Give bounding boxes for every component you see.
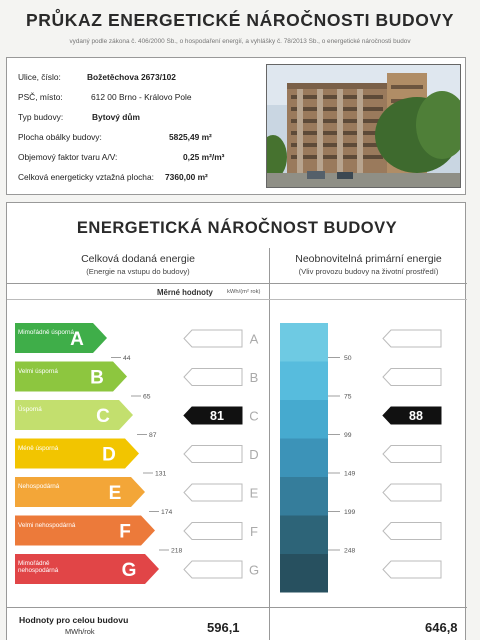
primary-threshold-label: 75	[344, 393, 352, 401]
primary-energy-title: Neobnovitelná primární energie	[295, 253, 442, 265]
primary-class-slot	[383, 330, 441, 347]
energy-performance-panel	[6, 202, 466, 640]
delivered-class-slot	[184, 561, 242, 578]
class-bar-letter: E	[108, 483, 122, 504]
building-type-label: Typ budovy:	[18, 112, 64, 122]
class-bar-letter: A	[70, 329, 84, 350]
class-letter-f: F	[250, 524, 258, 539]
whole-building-label: Hodnoty pro celou budovu	[19, 615, 129, 625]
delivered-threshold-label: 65	[143, 393, 151, 401]
class-bar-f	[15, 516, 155, 546]
building-photo	[266, 64, 461, 188]
primary-scale-segment-b	[280, 362, 328, 401]
primary-class-slot	[383, 523, 441, 540]
delivered-energy-subtitle: (Energie na vstupu do budovy)	[86, 267, 190, 276]
primary-class-slot	[383, 446, 441, 463]
envelope-area-label: Plocha obálky budovy:	[18, 132, 102, 142]
class-letter-d: D	[249, 447, 259, 462]
class-bar-letter: B	[90, 367, 104, 389]
shape-factor-value: 0,25 m²/m³	[183, 152, 225, 162]
address-label: Ulice, číslo:	[18, 72, 61, 82]
address-value: Božetěchova 2673/102	[87, 72, 176, 82]
whole-building-primary-value: 646,8	[425, 620, 458, 635]
primary-scale-segment-d	[280, 439, 328, 478]
class-label-e: Nehospodárná	[18, 483, 60, 490]
class-bar-letter: D	[102, 444, 116, 466]
building-info-panel	[6, 57, 466, 195]
primary-class-slot	[383, 369, 441, 386]
delivered-class-slot	[184, 446, 242, 463]
class-bar-d	[15, 439, 139, 469]
specific-values-label: Měrné hodnoty	[157, 288, 213, 297]
delivered-class-slot	[184, 369, 242, 386]
floor-area-label: Celková energeticky vztažná plocha:	[18, 172, 154, 182]
primary-scale-segment-a	[280, 323, 328, 362]
psc-label: PSČ, místo:	[18, 92, 63, 102]
whole-building-unit: MWh/rok	[65, 627, 95, 636]
divider	[7, 607, 467, 608]
envelope-area-value: 5825,49 m²	[169, 132, 212, 142]
primary-scale-segment-f	[280, 516, 328, 555]
primary-scale-segment-c	[280, 400, 328, 439]
class-label-a: Mimořádně úsporná	[18, 329, 75, 336]
class-letter-e: E	[249, 485, 259, 501]
class-bar-c	[15, 400, 133, 430]
primary-class-slot	[383, 561, 441, 578]
class-label-g: Mimořádně nehospodárná	[18, 560, 59, 574]
class-bar-letter: C	[96, 406, 110, 427]
delivered-class-slot	[184, 484, 242, 501]
class-letter-b: B	[249, 370, 259, 385]
shape-factor-label: Objemový faktor tvaru A/V:	[18, 152, 118, 162]
delivered-threshold-label: 87	[149, 432, 157, 439]
class-bar-letter: F	[119, 521, 131, 543]
certificate-title: PRŮKAZ ENERGETICKÉ NÁROČNOSTI BUDOVY	[25, 10, 454, 30]
class-label-c: Úsporná	[18, 406, 42, 413]
delivered-threshold-label: 218	[171, 547, 183, 555]
floor-area-value: 7360,00 m²	[165, 172, 208, 182]
energy-performance-title: ENERGETICKÁ NÁROČNOST BUDOVY	[76, 219, 398, 237]
class-bar-e	[15, 477, 145, 507]
legal-basis-subtitle: vydaný podle zákona č. 406/2000 Sb., o hospodaření energií, a vyhlášky č. 78/2013 Sb., o energetické náročnosti budov	[69, 38, 411, 45]
class-letter-g: G	[248, 562, 260, 578]
class-letter-a: A	[249, 331, 259, 347]
building-type-value: Bytový dům	[92, 112, 140, 122]
class-label-f: Velmi nehospodárná	[18, 521, 76, 529]
class-bar-b	[15, 362, 127, 392]
delivered-energy-title: Celková dodaná energie	[81, 253, 195, 265]
whole-building-delivered-value: 596,1	[207, 620, 240, 635]
primary-threshold-label: 50	[344, 355, 352, 362]
delivered-energy-header	[7, 253, 269, 276]
divider	[7, 283, 467, 284]
primary-energy-value: 88	[409, 409, 423, 423]
primary-class-slot	[383, 484, 441, 501]
delivered-energy-value: 81	[210, 409, 224, 423]
delivered-class-slot	[184, 330, 242, 347]
primary-scale-segment-g	[280, 554, 328, 593]
primary-threshold-label: 149	[344, 470, 356, 478]
class-label-b: Velmi úsporná	[18, 367, 58, 375]
class-label-d: Méně úsporná	[18, 444, 59, 452]
class-bar-a	[15, 323, 107, 353]
specific-values-unit: kWh/(m² rok)	[227, 289, 261, 295]
delivered-class-slot	[184, 523, 242, 540]
delivered-threshold-label: 131	[155, 470, 167, 478]
delivered-threshold-label: 44	[123, 355, 131, 362]
primary-energy-header	[270, 253, 467, 276]
class-letter-c: C	[249, 408, 259, 424]
primary-threshold-label: 248	[344, 547, 356, 555]
delivered-threshold-label: 174	[161, 509, 173, 516]
class-bar-letter: G	[121, 560, 137, 581]
primary-threshold-label: 199	[344, 509, 356, 516]
primary-energy-subtitle: (Vliv provozu budovy na životní prostředí)	[298, 267, 439, 276]
psc-value: 612 00 Brno - Královo Pole	[91, 92, 192, 102]
primary-threshold-label: 99	[344, 432, 352, 439]
primary-scale-segment-e	[280, 477, 328, 516]
